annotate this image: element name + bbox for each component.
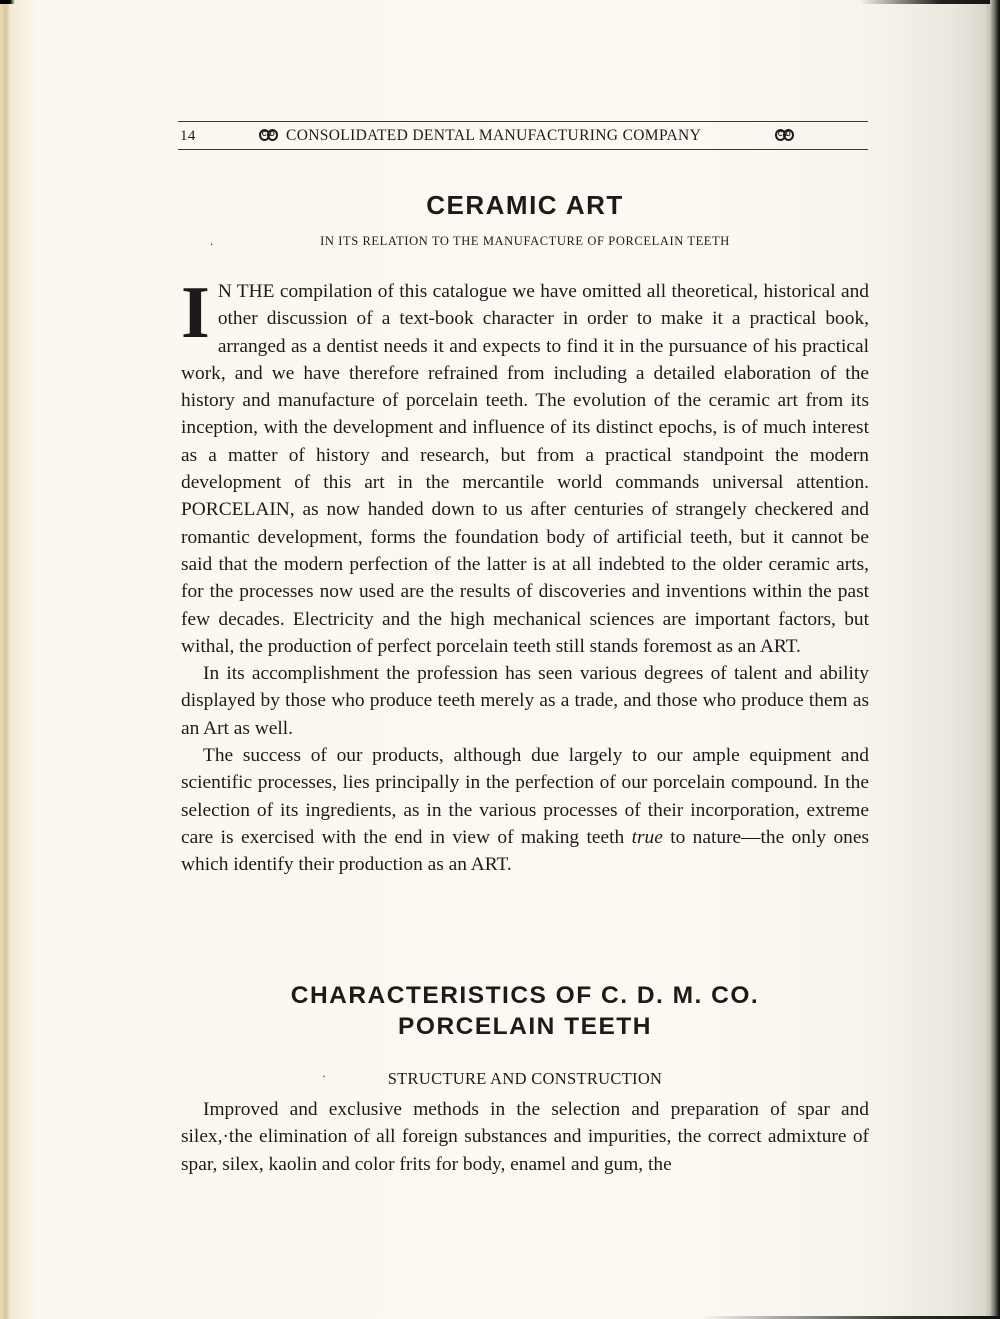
section-title-ceramic-art: CERAMIC ART (426, 190, 624, 220)
page-curl-edge (990, 0, 1000, 1319)
cdm-monogram-icon: C D (258, 128, 280, 143)
italic-emphasis: true (631, 826, 663, 848)
stray-mark: . (210, 234, 214, 248)
paragraph-accomplishment: In its accomplishment the profession has seen various degrees of talent and ability displayed by those who produce teeth merely as a trade, and those who produce them as an Art as well. (181, 663, 869, 739)
subtitle-text: IN ITS RELATION TO THE MANUFACTURE OF PORCELAIN TEETH (320, 234, 730, 248)
paragraph-line: a practical book, arranged as a dentist needs it and expects to find it in the (217, 308, 869, 357)
cdm-monogram-icon: C D (774, 128, 796, 143)
running-head (178, 124, 868, 148)
paragraph-line: N THE compilation of this catalogue we have omitted all theoretical, (217, 281, 759, 302)
running-title: CONSOLIDATED DENTAL MANUFACTURING COMPANY (286, 127, 702, 144)
paragraph-intro (181, 272, 869, 879)
subheading-structure: · STRUCTURE AND CONSTRUCTION (322, 1069, 663, 1088)
page-number: 14 (180, 128, 196, 144)
section-subtitle (180, 234, 870, 249)
paragraph-improved-methods: Improved and exclusive methods in the selection and preparation of spar and silex,·the elimination of all foreign substances and impurities, the correct admixture of spar, silex, kaolin and color frits for body, enamel and gum, the (181, 1099, 869, 1175)
section-title-porcelain-teeth: PORCELAIN TEETH (398, 1013, 652, 1040)
stray-mark: · (322, 1069, 327, 1083)
paragraph-line: historical and other discussion of a text-book character in order to make it (217, 281, 869, 330)
drop-cap: I (181, 272, 210, 354)
header-rule-top (178, 121, 868, 122)
paragraph-success: The success of our products, although due largely to our ample equipment and scientific processes, lies principally in the perfection of our porcelain compound. In the selection of its ingredients, as in the various processes of their incorporation, extreme care is exercised with the end in view of making teeth true to nature—the only ones which identify their production as an ART. (181, 745, 869, 876)
section-title-characteristics: CHARACTERISTICS OF C. D. M. CO. (290, 982, 760, 1009)
header-rule-bottom (178, 149, 868, 150)
paragraph-text: pursuance of his practical work, and we have therefore refrained from including a detailed elaboration of the history and manufacture of porcelain teeth. The evolution of the ceramic art from its inception, with the development and influence of its distinct epochs, is of much interest as a matter of history and research, but from a practical standpoint the modern development of this art in the mercantile world commands universal attention. PORCELAIN, as now handed down to us after centuries of strangely checkered and romantic development, forms the foundation body of artificial teeth, but it cannot be said that the modern perfection of the latter is at all indebted to the older ceramic arts, for the processes now used are the results of discoveries and inventions within the past few decades. Electricity and the high mechanical sciences are important factors, but withal, the production of perfect porcelain teeth still stands foremost as an ART. (181, 335, 869, 657)
scan-edge-shadow (0, 0, 1000, 4)
